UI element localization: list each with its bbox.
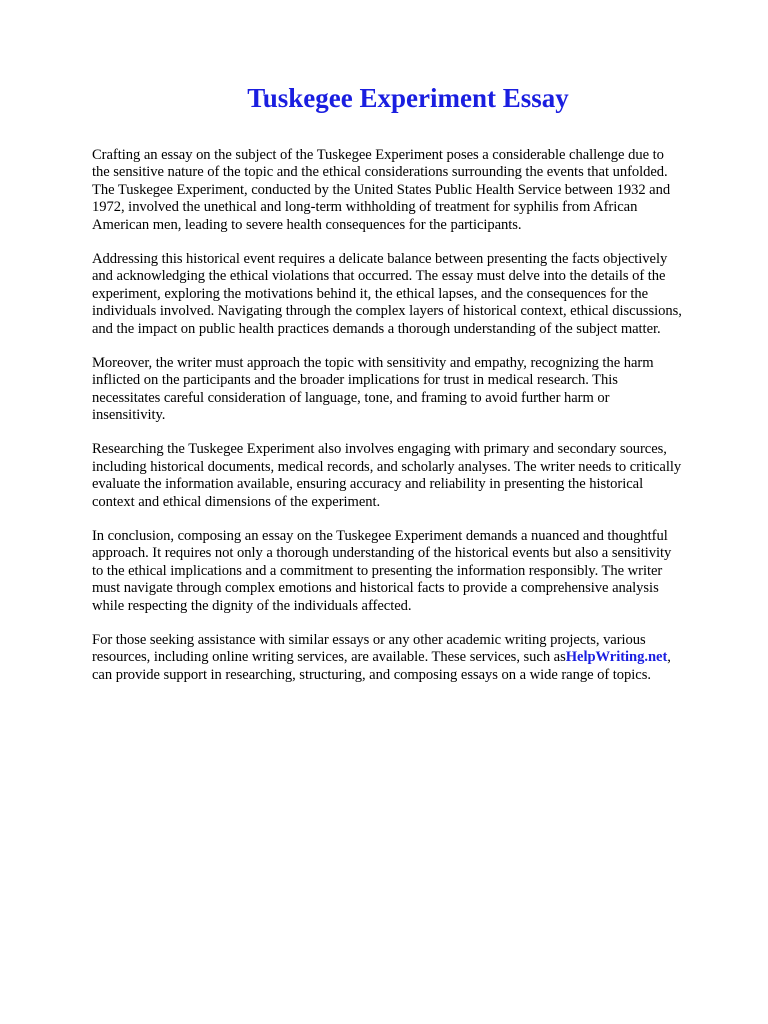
paragraph-line: and acknowledging the ethical violations that occurred. The essay must delve into the details of the (92, 268, 666, 285)
paragraph-line: the sensitive nature of the topic and the ethical considerations surrounding the events that unfolded. (92, 164, 668, 181)
paragraph-line: context and ethical dimensions of the experiment. (92, 493, 381, 510)
paragraph-line: Researching the Tuskegee Experiment also involves engaging with primary and secondary sources, (92, 441, 667, 458)
paragraph-line: American men, leading to severe health consequences for the participants. (92, 216, 522, 233)
paragraph-line: can provide support in researching, structuring, and composing essays on a wide range of topics. (92, 666, 651, 683)
paragraph-line-with-link (92, 649, 732, 666)
paragraph-1 (92, 147, 732, 234)
paragraph-line: individuals involved. Navigating through the complex layers of historical context, ethical discussions, (92, 303, 682, 320)
paragraph-line: The Tuskegee Experiment, conducted by the United States Public Health Service between 1932 and (92, 181, 671, 198)
paragraph-line: For those seeking assistance with similar essays or any other academic writing projects, various (92, 631, 646, 648)
paragraph-3 (92, 355, 732, 425)
paragraph-line: evaluate the information available, ensuring accuracy and reliability in presenting the historical (92, 476, 644, 493)
paragraph-line: and the impact on public health practices demands a thorough understanding of the subject matter. (92, 320, 661, 337)
paragraph-line: Crafting an essay on the subject of the Tuskegee Experiment poses a considerable challenge due to (92, 147, 664, 163)
paragraph-2 (92, 251, 732, 338)
paragraph-line: to the ethical implications and a commitment to presenting the information responsibly. The writer (92, 562, 663, 579)
paragraph-line: necessitates careful consideration of language, tone, and framing to avoid further harm or (92, 389, 610, 406)
helpwriting-link[interactable]: HelpWriting.net (565, 649, 668, 666)
paragraph-line: insensitivity. (92, 407, 166, 424)
paragraph-line: approach. It requires not only a thorough understanding of the historical events but also a sensitivity (92, 545, 672, 562)
paragraph-line: including historical documents, medical records, and scholarly analyses. The writer needs to critically (92, 458, 682, 475)
paragraph-5 (92, 528, 732, 615)
paragraph-line: In conclusion, composing an essay on the Tuskegee Experiment demands a nuanced and thoughtful (92, 528, 668, 545)
line-text-before-link: resources, including online writing services, are available. These services, such as (92, 649, 566, 666)
page-title: Tuskegee Experiment Essay (247, 83, 569, 113)
paragraph-line: while respecting the dignity of the individuals affected. (92, 597, 412, 614)
paragraph-4 (92, 441, 732, 511)
paragraph-line: must navigate through complex emotions and historical facts to provide a comprehensive analysis (92, 580, 659, 597)
paragraph-6 (92, 632, 732, 684)
paragraph-line: Moreover, the writer must approach the topic with sensitivity and empathy, recognizing the harm (92, 354, 654, 371)
essay-body (92, 147, 732, 701)
paragraph-line: 1972, involved the unethical and long-term withholding of treatment for syphilis from African (92, 199, 638, 216)
line-text-after-link: , (667, 649, 671, 666)
paragraph-line: Addressing this historical event requires a delicate balance between presenting the facts objectively (92, 250, 668, 267)
paragraph-line: experiment, exploring the motivations behind it, the ethical lapses, and the consequences for the (92, 285, 649, 302)
paragraph-line: inflicted on the participants and the broader implications for trust in medical research. This (92, 372, 618, 389)
